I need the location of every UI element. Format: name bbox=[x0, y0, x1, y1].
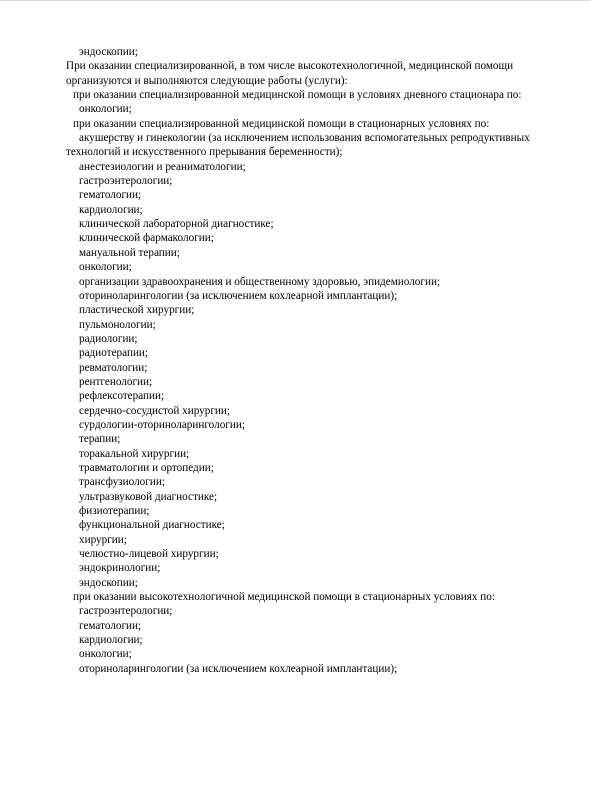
list-item: гастроэнтерологии; bbox=[79, 605, 173, 618]
list-item: ультразвуковой диагностике; bbox=[79, 490, 218, 503]
document-body bbox=[0, 45, 591, 676]
list-item: эндоскопии; bbox=[79, 576, 138, 589]
list-item: торакальной хирургии; bbox=[79, 447, 190, 460]
list-item: сурдологии-оториноларингологии; bbox=[79, 418, 245, 431]
list-item: клинической фармакологии; bbox=[79, 232, 214, 245]
list-item: терапии; bbox=[79, 433, 121, 446]
list-item: клинической лабораторной диагностике; bbox=[79, 218, 274, 231]
list-item: оториноларингологии (за исключением кохлеарной имплантации); bbox=[79, 662, 398, 675]
list-item: рентгенологии; bbox=[79, 375, 153, 388]
paragraph-line: организуются и выполняются следующие работы (услуги): bbox=[66, 74, 348, 87]
list-item: функциональной диагностике; bbox=[79, 519, 225, 532]
list-item: онкологии; bbox=[79, 103, 132, 116]
list-item: онкологии; bbox=[79, 261, 132, 274]
list-item: пульмонологии; bbox=[79, 318, 156, 331]
list-item: организации здравоохранения и общественному здоровью, эпидемиологии; bbox=[79, 275, 441, 288]
list-item: сердечно-сосудистой хирургии; bbox=[79, 404, 231, 417]
list-item: радиотерапии; bbox=[79, 347, 149, 360]
list-item: акушерству и гинекологии (за исключением использования вспомогательных репродуктивных bbox=[79, 132, 530, 145]
paragraph-line: технологий и искусственного прерывания беременности); bbox=[66, 146, 343, 159]
section-heading: при оказании специализированной медицинской помощи в стационарных условиях по: bbox=[73, 117, 490, 130]
list-item: кардиологии; bbox=[79, 634, 143, 647]
list-item: травматологии и ортопедии; bbox=[79, 461, 214, 474]
list-item: челюстно-лицевой хирургии; bbox=[79, 548, 219, 561]
list-item: гематологии; bbox=[79, 189, 142, 202]
list-item: физиотерапии; bbox=[79, 505, 150, 517]
list-item: радиологии; bbox=[79, 332, 138, 345]
list-item: пластической хирургии; bbox=[79, 304, 195, 317]
list-item: оториноларингологии (за исключением кохлеарной имплантации); bbox=[79, 289, 398, 302]
list-item: анестезиологии и реаниматологии; bbox=[79, 160, 246, 173]
list-item: хирургии; bbox=[79, 533, 127, 546]
list-item: мануальной терапии; bbox=[79, 246, 180, 259]
list-item: онкологии; bbox=[79, 648, 132, 661]
section-heading: при оказании специализированной медицинской помощи в условиях дневного стационара по: bbox=[73, 89, 522, 102]
list-item: трансфузиологии; bbox=[79, 476, 165, 489]
list-item: рефлексотерапии; bbox=[79, 390, 165, 403]
list-item: кардиологии; bbox=[79, 203, 143, 216]
list-item: эндоскопии; bbox=[79, 46, 138, 58]
list-item: гастроэнтерологии; bbox=[79, 175, 173, 188]
list-item: гематологии; bbox=[79, 619, 142, 632]
section-heading: при оказании высокотехнологичной медицинской помощи в стационарных условиях по: bbox=[73, 591, 495, 604]
paragraph-line: При оказании специализированной, в том числе высокотехнологичной, медицинской помощи bbox=[66, 60, 514, 73]
list-item: ревматологии; bbox=[79, 361, 148, 374]
list-item: эндокринологии; bbox=[79, 562, 161, 575]
